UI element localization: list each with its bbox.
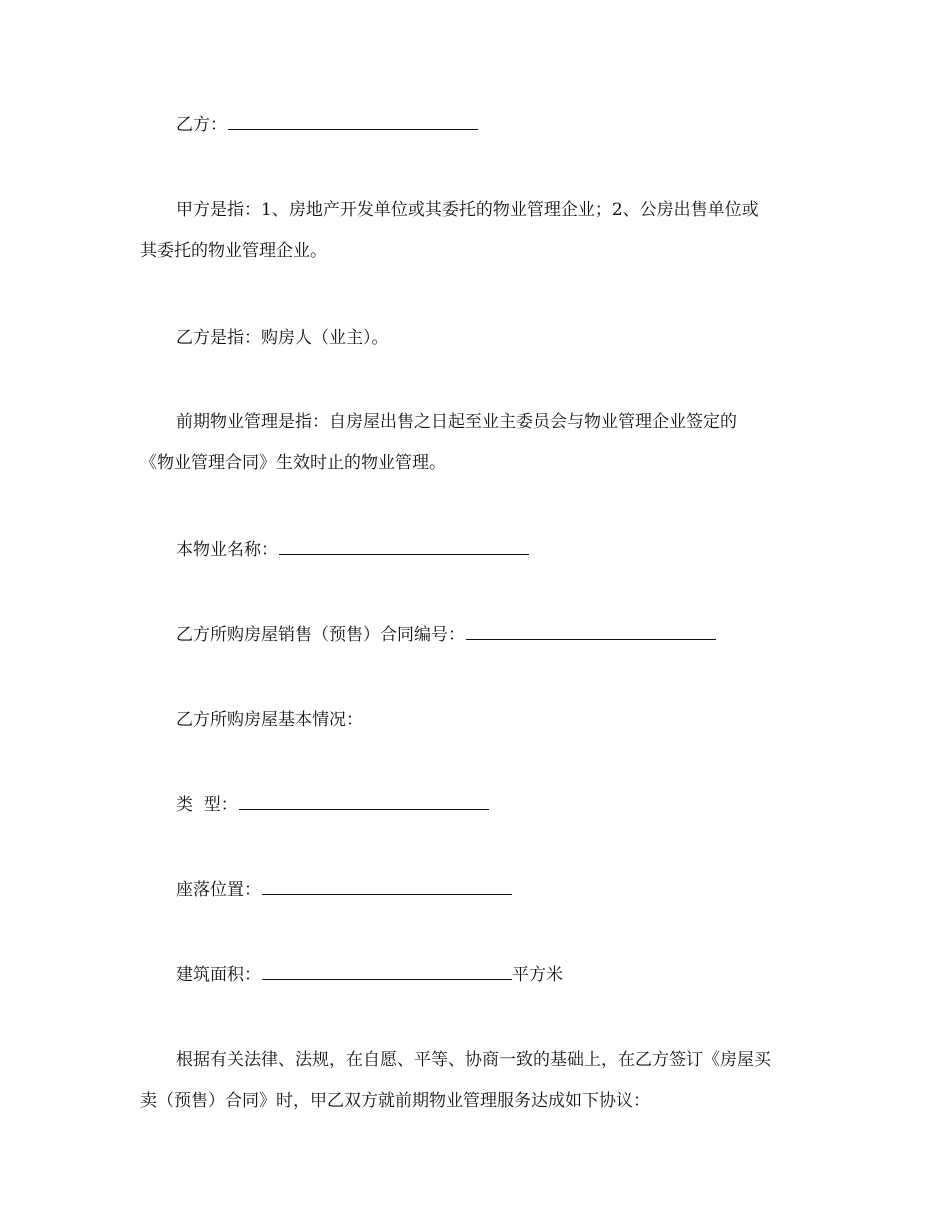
agreement-paragraph: [140, 1040, 815, 1122]
area-unit: 平方米: [512, 965, 563, 985]
area-label: 建筑面积：: [176, 965, 261, 985]
party-b-definition: 乙方是指：购房人（业主）。: [176, 328, 389, 348]
property-name-blank[interactable]: [279, 536, 529, 555]
location-blank[interactable]: [262, 876, 512, 895]
house-type-blank[interactable]: [239, 791, 489, 810]
party-a-definition-line-2: 其委托的物业管理企业。: [140, 241, 327, 261]
management-definition-line-1: 前期物业管理是指：自房屋出售之日起至业主委员会与物业管理企业签定的: [176, 412, 737, 432]
management-definition-line-2: 《物业管理合同》生效时止的物业管理。: [140, 453, 446, 473]
contract-number-label: 乙方所购房屋销售（预售）合同编号：: [176, 625, 465, 645]
property-name-line: [140, 530, 851, 571]
management-definition: [140, 402, 815, 484]
party-b-blank[interactable]: [228, 111, 478, 130]
agreement-line-1: 根据有关法律、法规，在自愿、平等、协商一致的基础上，在乙方签订《房屋买: [176, 1050, 771, 1070]
party-a-definition-line-1: 甲方是指：1、房地产开发单位或其委托的物业管理企业；2、公房出售单位或: [176, 200, 759, 220]
area-line: [140, 955, 851, 996]
location-label: 座落位置：: [176, 880, 261, 900]
agreement-line-2: 卖（预售）合同》时，甲乙双方就前期物业管理服务达成如下协议：: [140, 1091, 650, 1111]
contract-number-blank[interactable]: [466, 621, 716, 640]
house-type-label: 类 型：: [176, 795, 238, 815]
house-type-line: [140, 785, 851, 826]
property-name-label: 本物业名称：: [176, 540, 278, 560]
area-blank[interactable]: [262, 961, 512, 980]
location-line: [140, 870, 851, 911]
house-info-heading: 乙方所购房屋基本情况：: [176, 710, 363, 730]
party-b-line: [140, 105, 851, 146]
party-b-label: 乙方：: [176, 115, 227, 135]
party-a-definition: [140, 190, 815, 272]
contract-number-line: [140, 615, 851, 656]
